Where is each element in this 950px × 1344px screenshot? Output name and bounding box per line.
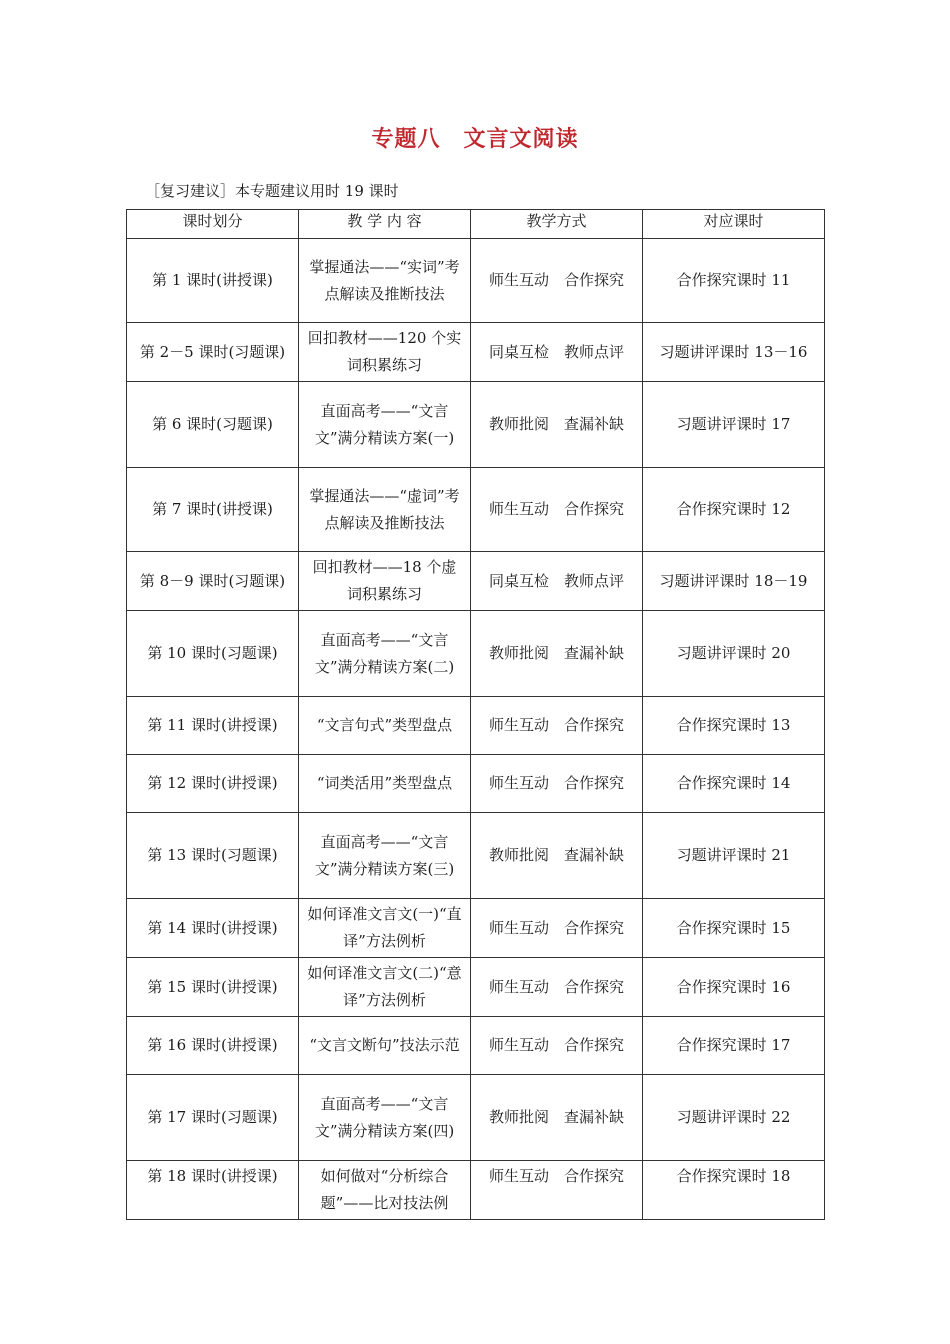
table-row [127, 552, 825, 611]
content-cell: 回扣教材——18 个虚词积累练习 [299, 552, 471, 611]
header-teaching-method: 教学方式 [471, 210, 643, 239]
table-row [127, 899, 825, 958]
lesson-cell: 第 18 课时(讲授课) [127, 1161, 299, 1220]
method-cell: 师生互动 合作探究 [471, 1017, 643, 1075]
lesson-cell: 第 14 课时(讲授课) [127, 899, 299, 958]
content-cell: 如何译准文言文(一)“直译”方法例析 [299, 899, 471, 958]
header-teaching-content: 教 学 内 容 [299, 210, 471, 239]
lesson-cell: 第 12 课时(讲授课) [127, 755, 299, 813]
method-cell: 师生互动 合作探究 [471, 697, 643, 755]
method-cell: 师生互动 合作探究 [471, 755, 643, 813]
table-row [127, 468, 825, 552]
lesson-cell: 第 16 课时(讲授课) [127, 1017, 299, 1075]
table-row [127, 611, 825, 697]
lesson-ref-cell: 习题讲评课时 22 [643, 1075, 825, 1161]
table-row [127, 1161, 825, 1220]
lesson-ref-cell: 习题讲评课时 18－19 [643, 552, 825, 611]
table-row [127, 1075, 825, 1161]
content-cell: 掌握通法——“实词”考点解读及推断技法 [299, 239, 471, 323]
content-cell: “文言文断句”技法示范 [299, 1017, 471, 1075]
method-cell: 师生互动 合作探究 [471, 468, 643, 552]
lesson-ref-cell: 习题讲评课时 20 [643, 611, 825, 697]
content-cell: 直面高考——“文言文”满分精读方案(二) [299, 611, 471, 697]
table-row [127, 323, 825, 382]
lesson-cell: 第 11 课时(讲授课) [127, 697, 299, 755]
table-row [127, 1017, 825, 1075]
content-cell: 直面高考——“文言文”满分精读方案(三) [299, 813, 471, 899]
lesson-plan-table [126, 209, 825, 1220]
table-row [127, 239, 825, 323]
review-advice-label: ［复习建议］ [145, 182, 236, 200]
method-cell: 师生互动 合作探究 [471, 899, 643, 958]
header-corresponding-lesson: 对应课时 [643, 210, 825, 239]
method-cell: 同桌互检 教师点评 [471, 323, 643, 382]
lesson-ref-cell: 合作探究课时 16 [643, 958, 825, 1017]
lesson-ref-cell: 合作探究课时 15 [643, 899, 825, 958]
lesson-cell: 第 7 课时(讲授课) [127, 468, 299, 552]
lesson-ref-cell: 合作探究课时 13 [643, 697, 825, 755]
lesson-cell: 第 8－9 课时(习题课) [127, 552, 299, 611]
header-lesson-division: 课时划分 [127, 210, 299, 239]
lesson-cell: 第 15 课时(讲授课) [127, 958, 299, 1017]
lesson-cell: 第 17 课时(习题课) [127, 1075, 299, 1161]
table-row [127, 697, 825, 755]
lesson-ref-cell: 合作探究课时 18 [643, 1161, 825, 1220]
method-cell: 师生互动 合作探究 [471, 1161, 643, 1220]
content-cell: 掌握通法——“虚词”考点解读及推断技法 [299, 468, 471, 552]
method-cell: 师生互动 合作探究 [471, 958, 643, 1017]
method-cell: 教师批阅 查漏补缺 [471, 1075, 643, 1161]
lesson-cell: 第 2－5 课时(习题课) [127, 323, 299, 382]
lesson-cell: 第 13 课时(习题课) [127, 813, 299, 899]
content-cell: “文言句式”类型盘点 [299, 697, 471, 755]
lesson-ref-cell: 合作探究课时 11 [643, 239, 825, 323]
table-row [127, 813, 825, 899]
content-cell: 如何做对“分析综合题”——比对技法例 [299, 1161, 471, 1220]
lesson-ref-cell: 合作探究课时 14 [643, 755, 825, 813]
method-cell: 师生互动 合作探究 [471, 239, 643, 323]
method-cell: 同桌互检 教师点评 [471, 552, 643, 611]
method-cell: 教师批阅 查漏补缺 [471, 611, 643, 697]
table-row [127, 755, 825, 813]
page-title: 专题八 文言文阅读 [371, 127, 579, 152]
lesson-ref-cell: 习题讲评课时 17 [643, 382, 825, 468]
lesson-ref-cell: 合作探究课时 17 [643, 1017, 825, 1075]
lesson-ref-cell: 习题讲评课时 21 [643, 813, 825, 899]
lesson-ref-cell: 合作探究课时 12 [643, 468, 825, 552]
content-cell: 如何译准文言文(二)“意译”方法例析 [299, 958, 471, 1017]
content-cell: 直面高考——“文言文”满分精读方案(四) [299, 1075, 471, 1161]
table-row [127, 958, 825, 1017]
content-cell: 回扣教材——120 个实词积累练习 [299, 323, 471, 382]
lesson-cell: 第 6 课时(习题课) [127, 382, 299, 468]
method-cell: 教师批阅 查漏补缺 [471, 813, 643, 899]
lesson-cell: 第 1 课时(讲授课) [127, 239, 299, 323]
table-row [127, 382, 825, 468]
table-header-row [127, 210, 825, 239]
lesson-ref-cell: 习题讲评课时 13－16 [643, 323, 825, 382]
lesson-cell: 第 10 课时(习题课) [127, 611, 299, 697]
review-advice [145, 180, 399, 201]
content-cell: 直面高考——“文言文”满分精读方案(一) [299, 382, 471, 468]
content-cell: “词类活用”类型盘点 [299, 755, 471, 813]
method-cell: 教师批阅 查漏补缺 [471, 382, 643, 468]
review-advice-text: 本专题建议用时 19 课时 [235, 182, 399, 200]
